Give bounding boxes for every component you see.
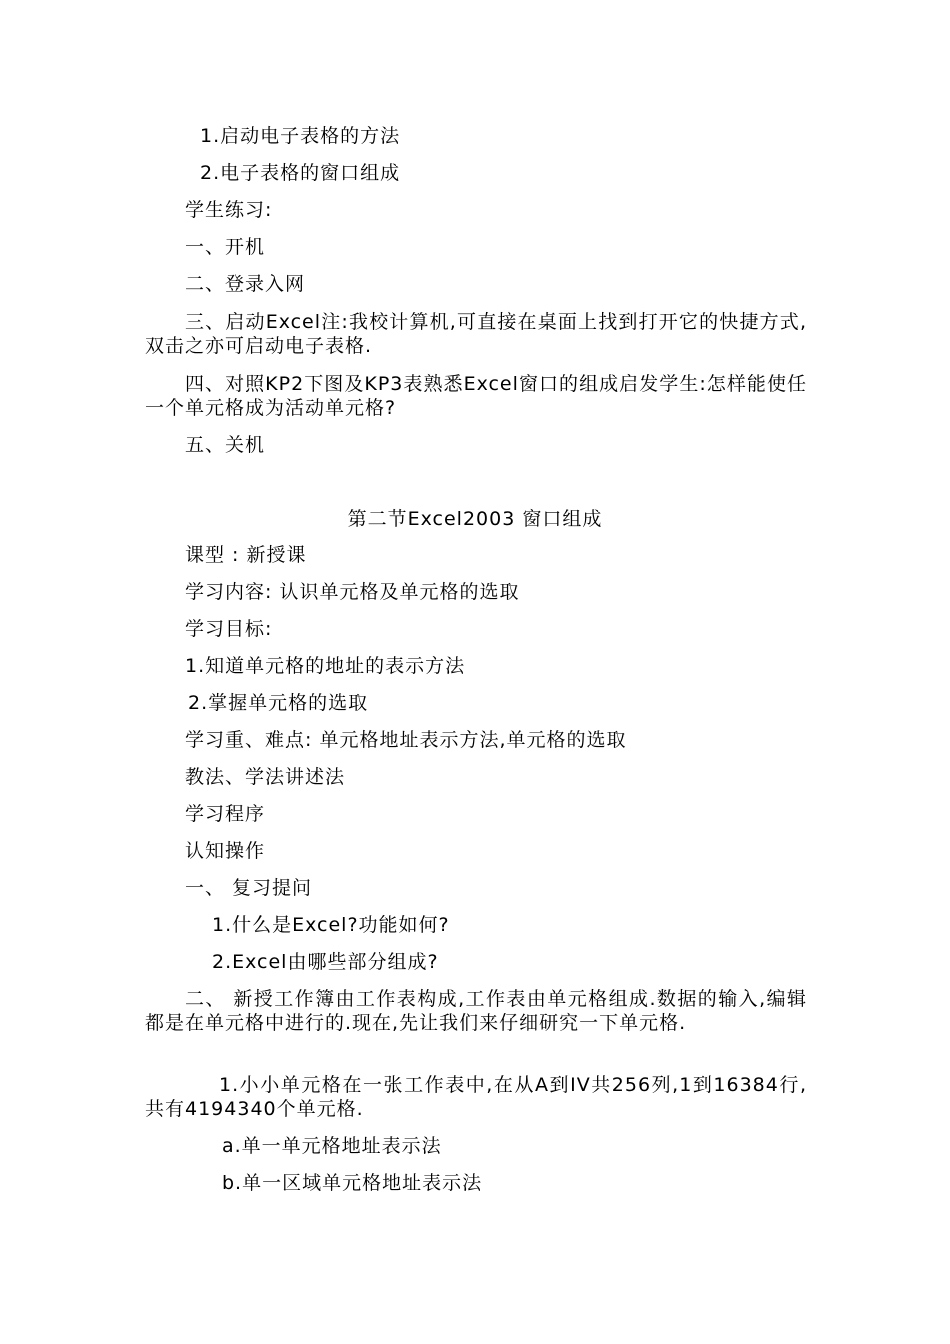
list-item: 二、登录入网	[185, 273, 306, 295]
lesson-content: 学习内容: 认识单元格及单元格的选取	[185, 581, 520, 603]
list-item: 一、 复习提问	[185, 877, 313, 899]
list-item: 2.掌握单元格的选取	[188, 692, 369, 714]
list-item: 1.知道单元格的地址的表示方法	[185, 655, 466, 677]
section-label: 学习程序	[185, 803, 266, 825]
list-item: a.单一单元格地址表示法	[222, 1135, 442, 1157]
list-item: 2.Excel由哪些部分组成?	[212, 951, 439, 973]
section-label: 学生练习:	[185, 199, 273, 221]
section-label: 认知操作	[185, 840, 266, 862]
methods: 教法、学法讲述法	[185, 766, 346, 788]
list-item: 五、关机	[185, 434, 266, 456]
list-item: 1.启动电子表格的方法	[200, 125, 401, 147]
paragraph: 四、对照KP2下图及KP3表熟悉Excel窗口的组成启发学生:怎样能使任一个单元格成为活动单元格?	[145, 373, 807, 419]
section-title: 第二节Excel2003 窗口组成	[347, 508, 603, 530]
list-item: b.单一区域单元格地址表示法	[222, 1172, 483, 1194]
paragraph: 三、启动Excel注:我校计算机,可直接在桌面上找到打开它的快捷方式,双击之亦可启动电子表格.	[145, 311, 807, 357]
paragraph: 二、 新授工作簿由工作表构成,工作表由单元格组成.数据的输入,编辑都是在单元格中进行的.现在,先让我们来仔细研究一下单元格.	[145, 988, 807, 1034]
list-item: 1.什么是Excel?功能如何?	[212, 914, 450, 936]
list-item: 一、开机	[185, 236, 266, 258]
key-points: 学习重、难点: 单元格地址表示方法,单元格的选取	[185, 729, 627, 751]
lesson-type: 课型 : 新授课	[185, 544, 307, 566]
section-label: 学习目标:	[185, 618, 273, 640]
list-item: 2.电子表格的窗口组成	[200, 162, 401, 184]
paragraph: 1.小小单元格在一张工作表中,在从A到IV共256列,1到16384行,共有4194340个单元格.	[145, 1074, 807, 1120]
